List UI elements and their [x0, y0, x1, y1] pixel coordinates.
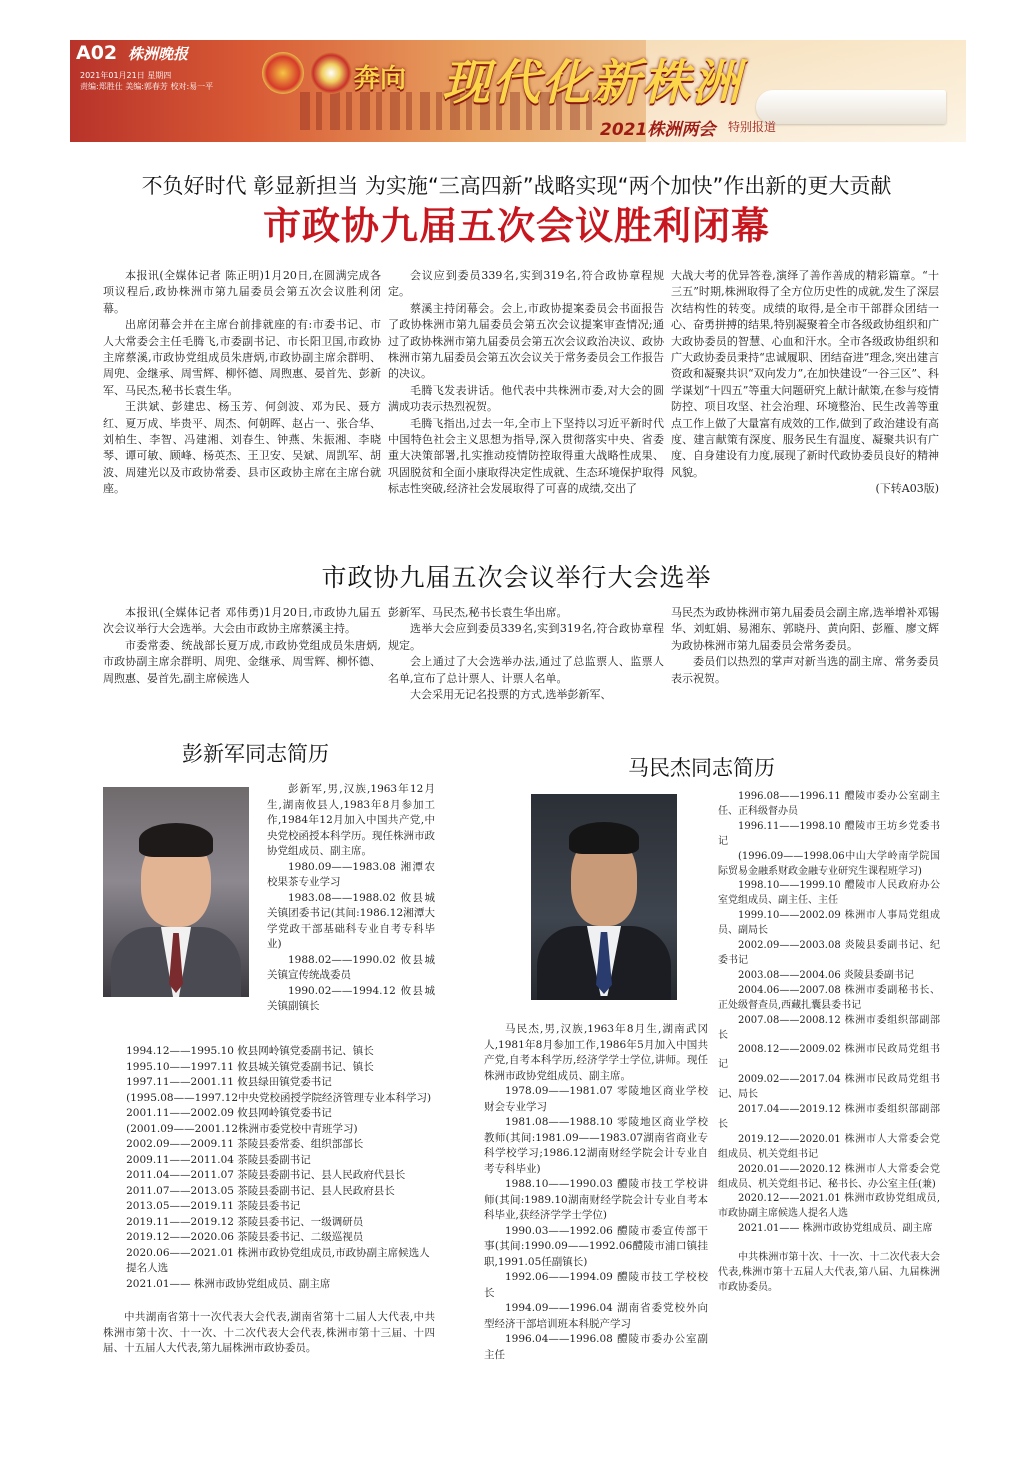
bio-title-ma: 马民杰同志简历 — [628, 756, 775, 780]
bio-entry: 1988.10——1990.03 醴陵市技工学校讲师(其间:1989.10湖南财经学院会计专业自考本科毕业,获经济学学士学位) — [484, 1178, 708, 1221]
bio-entry: 1998.10——1999.10 醴陵市人民政府办公室党组成员、副主任、主任 — [718, 880, 940, 907]
report-tag: 特别报道 — [728, 120, 777, 134]
bio-entry: 1983.08——1988.02 攸县城关镇团委书记(其间:1986.12湘潭大学党政干部基础科专业自考专科毕业) — [267, 891, 435, 950]
paragraph: 委员们以热烈的掌声对新当选的副主席、常务委员表示祝贺。 — [671, 655, 939, 685]
bio-entry: 2019.12——2020.06 茶陵县委书记、二级巡视员 — [126, 1231, 364, 1243]
bio-entry: 2004.06——2007.08 株洲市委副秘书长、正处级督查员,西藏扎囊县委书记 — [718, 984, 940, 1011]
continued-note: (下转A03版) — [875, 482, 939, 496]
portrait-photo-peng — [103, 787, 249, 997]
bio-entry: 2020.12——2021.01 株洲市政协党组成员,市政协副主席候选人提名人选 — [718, 1193, 940, 1220]
paper-name-logo: 株洲晚报 — [128, 45, 189, 63]
bio-peng-wide — [103, 1044, 435, 1357]
bio-entry: 2020.01——2020.12 株洲市人大常委会党组成员、机关党组书记、秘书长、办公室主任(兼) — [718, 1163, 940, 1190]
election-column-1 — [103, 605, 381, 687]
bio-entry: 1996.04——1996.08 醴陵市委办公室副主任 — [484, 1333, 708, 1361]
bio-entry: 1995.10——1997.11 攸县城关镇党委副书记、镇长 — [126, 1060, 374, 1073]
paragraph: 王洪斌、彭建忠、杨玉芳、何剑波、邓为民、聂方红、夏万成、毕贵平、周杰、何朝晖、赵占一、张合华、刘柏生、李智、冯建湘、刘春生、钟燕、朱振湘、李晓琴、谭可敏、顾峰、杨英杰、王卫安、吴斌、周凯军、胡波、周建光以及市政协常委、县市区政协主席在主席台就座。 — [103, 400, 381, 496]
paragraph: 本报讯(全媒体记者 陈正明)1月20日,在圆满完成各项议程后,政协株洲市第九届委员会第五次会议胜利闭幕。 — [103, 269, 381, 315]
election-column-3 — [671, 605, 939, 687]
slogan-main: 现代化新株洲 — [442, 55, 743, 111]
train-graphic — [756, 90, 946, 124]
bio-entry: 2019.11——2019.12 茶陵县委书记、一级调研员 — [126, 1215, 364, 1228]
bio-entry: 2009.02——2017.04 株洲市民政局党组书记、局长 — [718, 1074, 940, 1101]
paragraph: 选举大会应到委员339名,实到319名,符合政协章程规定。 — [388, 622, 664, 652]
bio-entry: 2007.08——2008.12 株洲市委组织部副部长 — [718, 1014, 940, 1041]
bio-entry: (1996.09——1998.06中山大学岭南学院国际贸易金融系财政金融专业研究生课程班学习) — [718, 850, 940, 877]
issue-date: 2021年01月21日 星期四 — [80, 71, 172, 80]
bio-entry: 2001.11——2002.09 攸县网岭镇党委书记 — [126, 1107, 332, 1119]
paragraph: 毛腾飞指出,过去一年,全市上下坚持以习近平新时代中国特色社会主义思想为指导,深入贯彻落实中央、省委重大决策部署,扎实推动疫情防控取得重大战略性成果、巩固脱贫和全面小康取得决定性成就、生态环境保护取得标志性突破,经济社会发展取得了可喜的成绩,交出了 — [388, 416, 664, 496]
bio-entry: (1995.08——1997.12中央党校函授学院经济管理专业本科学习) — [126, 1091, 432, 1104]
bio-footer: 中共株洲市第十次、十一次、十二次代表大会代表,株洲市第十五届人大代表,第八届、九届株洲市政协委员。 — [718, 1252, 940, 1293]
bio-intro: 彭新军,男,汉族,1963年12月生,湖南攸县人,1983年8月参加工作,1984年12月加入中国共产党,中央党校函授本科学历。现任株洲市政协党组成员、副主席。 — [267, 783, 435, 857]
date-line — [80, 70, 213, 92]
bio-entry: 2013.05——2019.11 茶陵县委书记 — [126, 1200, 301, 1212]
lead-column-1 — [103, 268, 381, 498]
bio-entry: 1990.03——1992.06 醴陵市委宣传部干事(其间:1990.09——1992.06醴陵市浦口镇挂职,1991.05任副镇长) — [484, 1224, 708, 1268]
bio-entry: 2009.11——2011.04 茶陵县委副书记 — [126, 1153, 311, 1166]
bio-entry: 2002.09——2009.11 茶陵县委常委、组织部部长 — [126, 1138, 364, 1150]
bio-entry: (2001.09——2001.12株洲市委党校中青班学习) — [126, 1122, 358, 1135]
paragraph: 市委常委、统战部长夏万成,市政协党组成员朱唐炳,市政协副主席余群明、周兜、金继承、周雪辉、柳怀德、周煦惠、晏首先,副主席候选人 — [103, 638, 381, 685]
paragraph: 大会采用无记名投票的方式,选举彭新军、 — [410, 688, 612, 702]
bio-title-peng: 彭新军同志简历 — [182, 742, 329, 766]
bio-entry: 1980.09——1983.08 湘潭农校果茶专业学习 — [267, 860, 435, 888]
editors-credit: 责编:郑胜仕 美编:郭春芳 校对:易一平 — [80, 82, 214, 91]
portrait-photo-ma — [531, 794, 677, 1000]
slogan-lead: 奔向 — [354, 64, 407, 94]
bio-entry: 2011.07——2013.05 茶陵县委副书记、县人民政府县长 — [126, 1184, 395, 1197]
bio-intro: 马民杰,男,汉族,1963年8月生,湖南武冈人,1981年8月参加工作,1986年5月加入中国共产党,自考本科学历,经济学学士学位,讲师。现任株洲市政协党组成员、副主席。 — [484, 1023, 708, 1082]
lead-column-3 — [671, 268, 939, 498]
election-column-2 — [388, 605, 664, 703]
bio-ma-left — [484, 1022, 708, 1363]
bio-entry: 1988.02——1990.02 攸县城关镇宣传统战委员 — [267, 953, 435, 981]
bio-entry: 1996.11——1998.10 醴陵市王坊乡党委书记 — [718, 820, 940, 847]
paragraph: 会上通过了大会选举办法,通过了总监票人、监票人名单,宣布了总计票人、计票人名单。 — [388, 655, 664, 685]
report-label: 2021株洲两会 — [600, 120, 716, 140]
bio-entry: 2020.06——2021.01 株洲市政协党组成员,市政协副主席候选人提名人选 — [126, 1246, 430, 1274]
bio-ma-right — [718, 790, 940, 1296]
bio-entry: 2019.12——2020.01 株洲市人大常委会党组成员、机关党组书记 — [718, 1133, 940, 1160]
bio-entry: 2011.04——2011.07 茶陵县委副书记、县人民政府代县长 — [126, 1169, 406, 1181]
bio-entry: 2021.01—— 株洲市政协党组成员、副主席 — [126, 1277, 331, 1290]
bio-entry: 1992.06——1994.09 醴陵市技工学校校长 — [484, 1271, 708, 1299]
bio-entry: 1990.02——1994.12 攸县城关镇副镇长 — [267, 984, 435, 1012]
bio-entry: 2002.09——2003.08 炎陵县委副书记、纪委书记 — [718, 940, 940, 966]
lead-headline: 市政协九届五次会议胜利闭幕 — [262, 204, 770, 248]
bio-entry: 1996.08——1996.11 醴陵市委办公室副主任、正科级督办员 — [718, 791, 940, 817]
lead-subheadline: 不负好时代 彰显新担当 为实施“三高四新”战略实现“两个加快”作出新的更大贡献 — [141, 174, 892, 198]
bio-entry: 2021.01—— 株洲市政协党组成员、副主席 — [738, 1223, 933, 1235]
paragraph: 出席闭幕会并在主席台前排就座的有:市委书记、市人大常委会主任毛腾飞,市委副书记、市长阳卫国,市政协主席蔡溪,市政协党组成员朱唐炳,市政协副主席余群明、周兜、金继承、周雪辉、柳怀德、周煦惠、晏首先、彭新军、马民杰,秘书长袁生华。 — [103, 318, 381, 397]
bio-entry: 2017.04——2019.12 株洲市委组织部副部长 — [718, 1104, 940, 1130]
paragraph: 会议应到委员339名,实到319名,符合政协章程规定。 — [388, 269, 664, 299]
bio-entry: 1981.08——1988.10 零陵地区商业学校教师(其间:1981.09——1983.07湖南省商业专科学校学习;1986.12湖南财经学院会计专业自考专科毕业) — [484, 1116, 708, 1175]
bio-peng-narrow — [267, 782, 435, 1015]
bio-entry: 1994.12——1995.10 攸县网岭镇党委副书记、镇长 — [126, 1045, 374, 1057]
national-emblem-icon — [262, 52, 304, 94]
bio-entry: 1994.09——1996.04 湖南省委党校外向型经济干部培训班本科脱产学习 — [484, 1302, 708, 1330]
bio-footer: 中共湖南省第十一次代表大会代表,湖南省第十二届人大代表,中共株洲市第十次、十一次、十二次代表大会代表,株洲市第十三届、十四届、十五届人大代表,第九届株洲市政协委员。 — [103, 1311, 435, 1354]
bio-entry: 2008.12——2009.02 株洲市民政局党组书记 — [718, 1044, 940, 1071]
cppcc-emblem-icon — [310, 52, 352, 94]
bio-entry: 2003.08——2004.06 炎陵县委副书记 — [738, 969, 914, 981]
paragraph: 彭新军、马民杰,秘书长袁生华出席。 — [388, 606, 568, 619]
lead-column-2 — [388, 268, 664, 498]
bio-entry: 1999.10——2002.09 株洲市人事局党组成员、副局长 — [718, 910, 940, 937]
paragraph: 蔡溪主持闭幕会。会上,市政协提案委员会书面报告了政协株洲市第九届委员会第五次会议提案审查情况;通过了政协株洲市第九届委员会第五次会议政治决议、政协株洲市第九届委员会第五次会议关于常务委员会工作报告的决议。 — [388, 301, 664, 381]
paragraph: 毛腾飞发表讲话。他代表中共株洲市委,对大会的圆满成功表示热烈祝贺。 — [388, 383, 664, 414]
paragraph: 马民杰为政协株洲市第九届委员会副主席,选举增补邓锡华、刘虹娟、易湘东、郭晓丹、黄向阳、彭雁、廖文辉为政协株洲市第九届委员会常务委员。 — [671, 606, 939, 652]
bio-entry: 1978.09——1981.07 零陵地区商业学校财会专业学习 — [484, 1085, 708, 1113]
bio-entry: 1997.11——2001.11 攸县绿田镇党委书记 — [126, 1076, 332, 1088]
paragraph: 大战大考的优异答卷,演绎了善作善成的精彩篇章。“十三五”时期,株洲取得了全方位历史性的成就,发生了深层次结构性的转变。成绩的取得,是全市干部群众团结一心、奋勇拼搏的结果,特别凝聚着全市各级政协组织和广大政协委员的智慧、心血和汗水。全市各级政协组织和广大政协委员秉持“忠诚履职、团结奋进”理念,突出建言资政和凝聚共识“双向发力”,在加快建设“一谷三区”、科学谋划“十四五”等重大问题研究上献计献策,在参与疫情防控、项目攻坚、社会治理、环境整治、民生改善等重点工作上做了大量富有成效的工作,做到了政治建设有高度、建言献策有深度、服务民生有温度、凝聚共识有广度、自身建设有力度,展现了新时代政协委员良好的精神风貌。 — [671, 269, 939, 479]
election-headline: 市政协九届五次会议举行大会选举 — [321, 563, 712, 592]
paragraph: 本报讯(全媒体记者 邓伟勇)1月20日,市政协九届五次会议举行大会选举。大会由市政协主席蔡溪主持。 — [103, 606, 381, 636]
page-number: A02 — [76, 42, 118, 64]
